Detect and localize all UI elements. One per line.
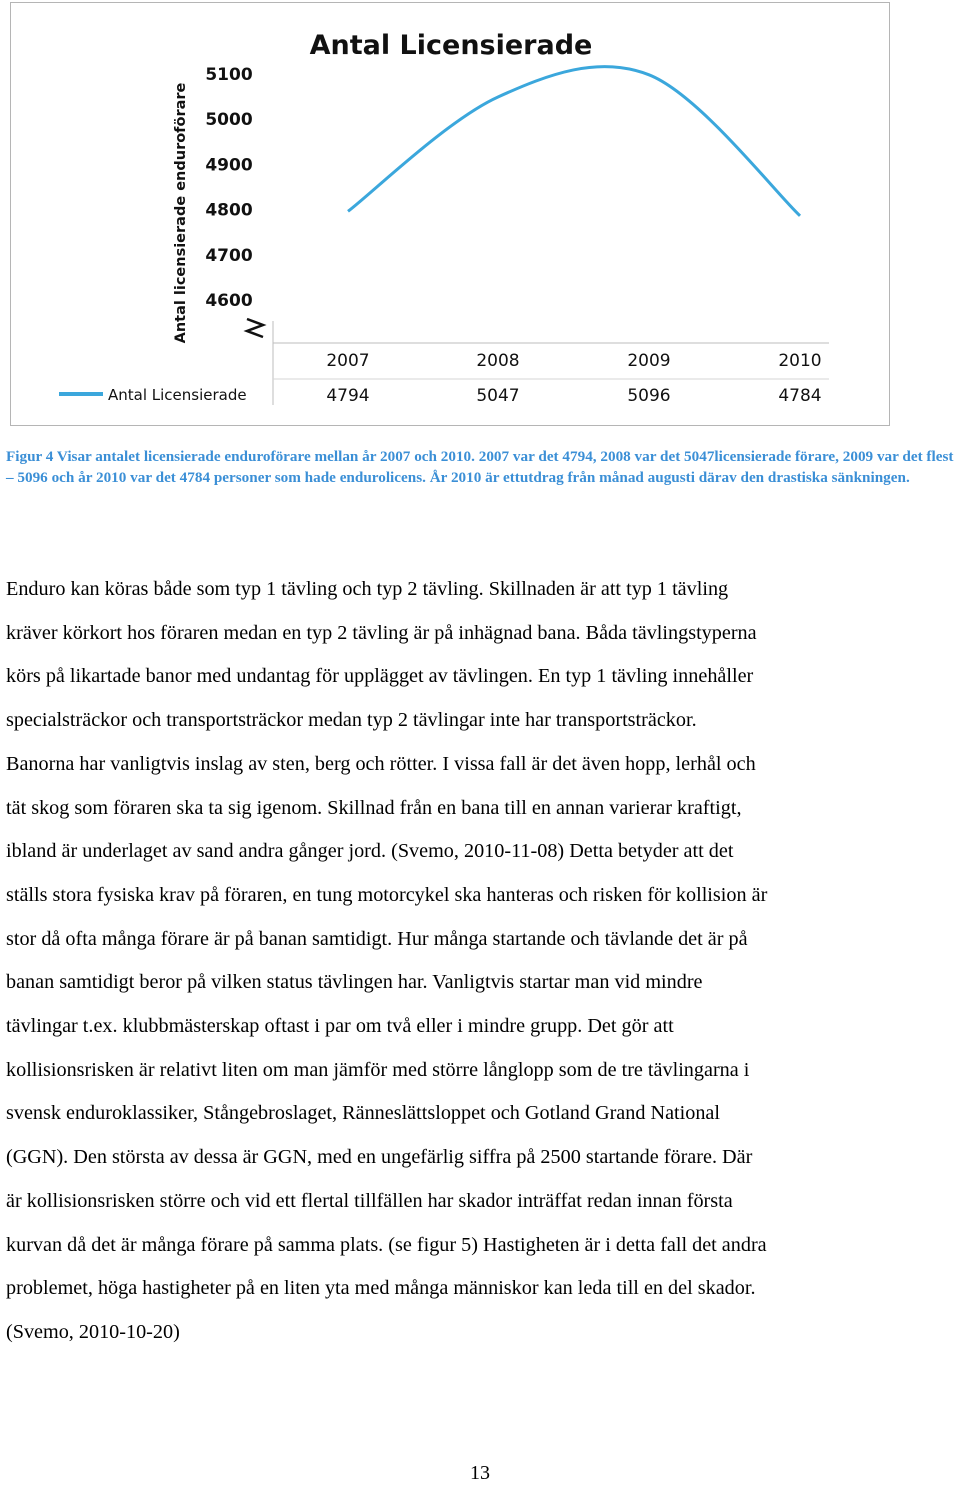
page-number: 13 (470, 1462, 490, 1484)
body-line: kräver körkort hos föraren medan en typ 2 tävling är på inhägnad bana. Båda tävlingstyperna (6, 621, 757, 644)
body-line: ibland är underlaget av sand andra gånger jord. (Svemo, 2010-11-08) Detta betyder att det (6, 840, 734, 863)
x-tick-label: 2010 (778, 351, 822, 371)
caption-line: licensierade förare, 2009 var det flest – 5096 och år 2010 var det 4784 personer som hade endurolicens. År 2010 är ett (6, 448, 954, 486)
body-line: (GGN). Den största av dessa är GGN, med en ungefärlig siffra på 2500 startande förare. Där (6, 1146, 753, 1169)
body-line: Banorna har vanligtvis inslag av sten, berg och rötter. I vissa fall är det även hopp, lerhål och (6, 752, 756, 775)
body-line: banan samtidigt beror på vilken status tävlingen har. Vanligtvis startar man vid mindre (6, 971, 703, 994)
table-value: 5047 (476, 386, 520, 406)
caption-line: Figur 4 Visar antalet licensierade enduroförare mellan år 2007 och 2010. 2007 var det 4794, 2008 var det 5047 (6, 448, 715, 465)
body-line: problemet, höga hastigheter på en liten yta med många människor kan leda till en del skador. (6, 1277, 756, 1300)
y-tick-label: 4700 (205, 245, 253, 266)
body-line: Enduro kan köras både som typ 1 tävling och typ 2 tävling. Skillnaden är att typ 1 tävling (6, 578, 729, 600)
axis-break-mark (247, 319, 263, 337)
x-tick-label: 2009 (627, 351, 671, 371)
body-line: specialsträckor och transportsträckor medan typ 2 tävlingar inte har transportsträckor. (6, 709, 697, 732)
body-line: kollisionsrisken är relativt liten om man jämför med större långlopp som de tre tävlingarna i (6, 1058, 750, 1081)
caption-line: utdrag från månad augusti därav den drastiska sänkningen. (519, 469, 910, 486)
table-value: 5096 (627, 386, 671, 406)
legend-label: Antal Licensierade (108, 386, 247, 404)
figure-chart (10, 2, 890, 426)
body-line: (Svemo, 2010-10-20) (6, 1320, 180, 1343)
y-axis-label: Antal licensierade enduroförare (173, 82, 189, 344)
x-tick-label: 2007 (326, 351, 370, 371)
body-line: kurvan då det är många förare på samma plats. (se figur 5) Hastigheten är i detta fall det andra (6, 1233, 767, 1256)
chart-title: Antal Licensierade (309, 30, 593, 61)
figure-caption (6, 446, 956, 488)
body-line: tävlingar t.ex. klubbmästerskap oftast i par om två eller i mindre grupp. Det gör att (6, 1015, 674, 1038)
body-line: körs på likartade banor med undantag för upplägget av tävlingen. En typ 1 tävling innehåller (6, 665, 754, 688)
y-tick-label: 5000 (205, 110, 253, 131)
body-line: stor då ofta många förare är på banan samtidigt. Hur många startande och tävlande det är på (6, 927, 748, 950)
line-chart (11, 3, 891, 427)
series-line (348, 67, 800, 216)
x-tick-label: 2008 (476, 351, 520, 371)
body-paragraph (6, 568, 958, 1355)
y-tick-label: 4800 (205, 200, 253, 221)
body-line: svensk enduroklassiker, Stångebroslaget, Ränneslättsloppet och Gotland Grand National (6, 1102, 721, 1125)
y-tick-label: 5100 (205, 65, 253, 85)
body-line: ställs stora fysiska krav på föraren, en tung motorcykel ska hanteras och risken för kollision är (6, 883, 768, 906)
table-value: 4794 (326, 386, 370, 406)
y-tick-label: 4900 (205, 155, 253, 176)
body-line: tät skog som föraren ska ta sig igenom. Skillnad från en bana till en annan varierar kraftigt, (6, 796, 742, 819)
body-line: är kollisionsrisken större och vid ett flertal tillfällen har skador inträffat redan innan första (6, 1189, 733, 1212)
table-value: 4784 (778, 386, 822, 406)
y-tick-label: 4600 (205, 291, 253, 311)
